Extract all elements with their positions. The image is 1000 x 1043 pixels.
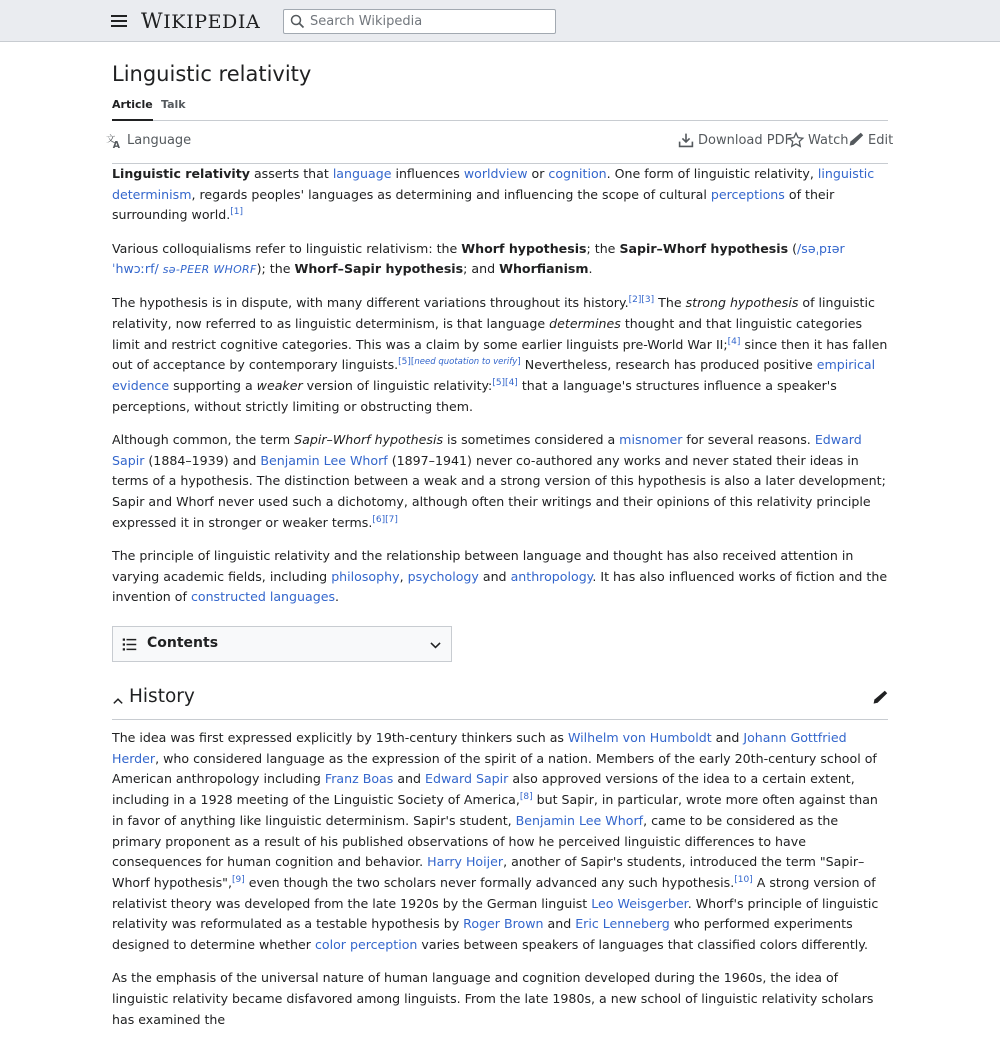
citation-9[interactable]: [9]: [231, 874, 245, 885]
history-paragraph-2: As the emphasis of the universal nature of human language and cognition developed during the 1960s, the idea of linguistic relativity became disfavored among linguists. From the late 1980s, a new school of linguistic relativity scholars has examined the: [112, 970, 874, 1027]
link-benjamin-lee-whorf[interactable]: Benjamin Lee Whorf: [515, 812, 644, 828]
citation-1[interactable]: [1]: [230, 207, 243, 218]
link-edward-sapir[interactable]: Edward Sapir: [425, 771, 509, 787]
history-paragraph-1: The idea was first expressed explicitly by 19th-century thinkers such as Wilhelm von Humboldt and Johann Gottfried Herder, who considered language as the expression of the spirit of a nation. Members of the early 20th-century school of American anthropology including Franz Boas and Edward Sapir also approved versions of the idea to a certain extent, including in a 1928 meeting of the Linguistic Society of America,[8] but Sapir, in particular, wrote more often against than in favor of anything like linguistic determinism. Sapir's student, Benjamin Lee Whorf, came to be considered as the primary proponent as a result of his published observations of how he perceived linguistic differences to have consequences for human cognition and behavior. Harry Hoijer, another of Sapir's students, introduced the term "Sapir–Whorf hypothesis",[9] even though the two scholars never formally advanced any such hypothesis.[10] A strong version of relativist theory was developed from the late 1920s by the German linguist Leo Weisgerber. Whorf's principle of linguistic relativity was reformulated as a testable hypothesis by Roger Brown and Eric Lenneberg who performed experiments designed to determine whether color perception varies between speakers of languages that classified colors differently.: [112, 730, 879, 953]
link-roger-brown[interactable]: Roger Brown: [463, 916, 544, 932]
toc-title: Contents: [147, 635, 219, 651]
link-constructed-languages[interactable]: constructed languages: [190, 589, 336, 605]
link-worldview[interactable]: worldview: [463, 166, 528, 181]
download-pdf-button[interactable]: Download PDF: [678, 132, 792, 148]
verify-note[interactable]: [need quotation to verify]: [410, 357, 521, 368]
citation-5[interactable]: [5]: [398, 357, 411, 368]
translate-icon: [106, 132, 123, 152]
intro-paragraph-4: Although common, the term Sapir–Whorf hypothesis is sometimes considered a misnomer for several reasons. Edward Sapir (1884–1939) and Benjamin Lee Whorf (1897–1941) never co-authored any works and never stated their ideas in terms of a hypothesis. The distinction between a weak and a strong version of this hypothesis is also a later development; Sapir and Whorf never used such a dichotomy, although often their writings and their opinions of this relativity principle expressed it in stronger or weaker terms.[6][7]: [112, 431, 886, 530]
tab-article[interactable]: Article: [112, 98, 153, 121]
link-leo-weisgerber[interactable]: Leo Weisgerber: [591, 895, 688, 911]
intro-paragraph-2: Various colloquialisms refer to linguistic relativism: the Whorf hypothesis; the Sapir–Whorf hypothesis (/səˌpɪər ˈhwɔːrf/ sə-PEER WHORF); the Whorf–Sapir hypothesis; and Whorfianism.: [112, 240, 845, 277]
edit-button[interactable]: Edit: [848, 132, 893, 148]
ipa-pronunciation[interactable]: /səˌpɪər ˈhwɔːrf/: [112, 240, 845, 277]
citation-6-7[interactable]: [6][7]: [372, 514, 398, 525]
link-eric-lenneberg[interactable]: Eric Lenneberg: [575, 916, 670, 932]
link-johann-gottfried-herder[interactable]: Johann Gottfried Herder: [112, 730, 847, 766]
citation-4[interactable]: [4]: [727, 336, 741, 347]
pencil-icon[interactable]: [872, 690, 888, 706]
download-icon: [678, 132, 694, 148]
citation-2-3[interactable]: [2][3]: [628, 295, 655, 306]
svg-text:文: 文: [106, 134, 116, 146]
link-franz-boas[interactable]: Franz Boas: [324, 771, 394, 787]
section-history-heading: [112, 682, 888, 720]
link-perceptions[interactable]: perceptions: [710, 186, 785, 202]
intro-paragraph-5: The principle of linguistic relativity and the relationship between language and thought has also received attention in varying academic fields, including philosophy, psychology and anthropology. It has also influenced works of fiction and the invention of constructed languages.: [112, 547, 888, 605]
chevron-up-icon[interactable]: [112, 695, 124, 707]
article-body: [112, 164, 888, 620]
respelling-pronunciation[interactable]: sə-PEER WHORF: [162, 263, 257, 277]
language-button[interactable]: 文 A Language: [106, 133, 192, 152]
link-edward-sapir[interactable]: Edward Sapir: [112, 431, 862, 468]
search-box[interactable]: [283, 9, 556, 34]
star-icon: [788, 132, 804, 148]
history-section-body: [112, 728, 888, 1043]
table-of-contents[interactable]: [112, 626, 452, 662]
link-anthropology[interactable]: anthropology: [510, 568, 593, 584]
namespace-tabs: [112, 98, 888, 121]
citation-5-4[interactable]: [5][4]: [492, 377, 518, 388]
header-bar: [0, 0, 1000, 42]
link-wilhelm-von-humboldt[interactable]: Wilhelm von Humboldt: [567, 730, 712, 745]
search-input[interactable]: [310, 12, 550, 31]
link-language[interactable]: language: [332, 166, 392, 181]
link-psychology[interactable]: psychology: [407, 568, 479, 584]
wikipedia-logo[interactable]: WIKIPEDIA: [141, 9, 261, 33]
chevron-down-icon: [429, 639, 442, 652]
link-harry-hoijer[interactable]: Harry Hoijer: [427, 854, 504, 870]
svg-text:A: A: [112, 140, 121, 152]
link-misnomer[interactable]: misnomer: [619, 431, 683, 447]
citation-10[interactable]: [10]: [734, 874, 753, 885]
main-menu-button[interactable]: [110, 12, 128, 30]
search-icon: [290, 14, 305, 29]
link-cognition[interactable]: cognition: [548, 166, 607, 181]
section-title: History: [129, 686, 195, 707]
link-linguistic-determinism[interactable]: linguistic determinism: [112, 166, 875, 202]
page-toolbar: [106, 132, 894, 154]
pencil-icon: [848, 132, 864, 148]
watch-button[interactable]: Watch: [788, 132, 848, 148]
list-icon: [122, 637, 137, 652]
link-color-perception[interactable]: color perception: [314, 937, 418, 953]
intro-paragraph-1: Linguistic relativity asserts that language influences worldview or cognition. One form of linguistic relativity, linguistic determinism, regards peoples' languages as determining and influencing the scope of cultural perceptions of their surrounding world.[1]: [112, 166, 875, 223]
link-empirical-evidence[interactable]: empirical evidence: [112, 357, 876, 394]
hamburger-icon: [111, 15, 127, 17]
link-philosophy[interactable]: philosophy: [331, 568, 400, 584]
link-benjamin-lee-whorf[interactable]: Benjamin Lee Whorf: [260, 452, 388, 468]
intro-paragraph-3: The hypothesis is in dispute, with many different variations throughout its history.[2][3] The strong hypothesis of linguistic relativity, now referred to as linguistic determinism, is that language determines thought and that linguistic categories limit and restrict cognitive categories. This was a claim by some earlier linguists pre-World War II;[4] since then it has fallen out of acceptance by contemporary linguists.[5][need quotation to verify] Nevertheless, research has produced positive empirical evidence supporting a weaker version of linguistic relativity:[5][4] that a language's structures influence a speaker's perceptions, without strictly limiting or obstructing them.: [112, 295, 888, 414]
citation-8[interactable]: [8]: [519, 791, 533, 802]
page-title: Linguistic relativity: [112, 62, 312, 86]
tab-talk[interactable]: Talk: [161, 98, 186, 111]
